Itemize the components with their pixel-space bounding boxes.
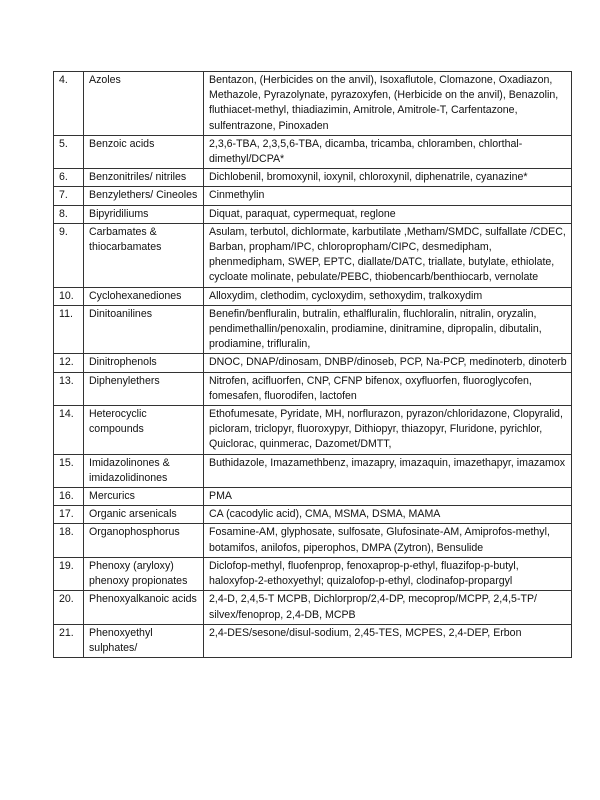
herbicide-list-cell: Fosamine-AM, glyphosate, sulfosate, Glufosinate-AM, Amiprofos-methyl, botamifos, anilofos, piperophos, DMPA (Zytron), Bensulide [204,524,572,557]
herbicide-class-cell: Dinitoanilines [84,305,204,354]
row-number-cell: 7. [54,187,84,205]
row-number-cell: 9. [54,223,84,287]
herbicide-list-cell: Cinmethylin [204,187,572,205]
row-number-cell: 16. [54,488,84,506]
herbicide-class-cell: Diphenylethers [84,372,204,405]
table-row [54,488,572,506]
herbicide-list-cell: Diquat, paraquat, cypermequat, reglone [204,205,572,223]
herbicide-class-cell: Mercurics [84,488,204,506]
row-number-cell: 10. [54,287,84,305]
herbicide-class-cell: Benzylethers/ Cineoles [84,187,204,205]
herbicide-class-cell: Phenoxyalkanoic acids [84,591,204,624]
herbicide-class-cell: Organic arsenicals [84,506,204,524]
herbicide-list-cell: Diclofop-methyl, fluofenprop, fenoxaprop-p-ethyl, fluazifop-p-butyl, haloxyfop-2-ethoxyethyl; quizalofop-p-ethyl, clodinafop-propargyl [204,557,572,590]
herbicide-class-cell: Benzonitriles/ nitriles [84,169,204,187]
herbicide-list-cell: Alloxydim, clethodim, cycloxydim, sethoxydim, tralkoxydim [204,287,572,305]
herbicide-classification-table [53,71,572,658]
herbicide-class-cell: Carbamates & thiocarbamates [84,223,204,287]
herbicide-list-cell: DNOC, DNAP/dinosam, DNBP/dinoseb, PCP, Na-PCP, medinoterb, dinoterb [204,354,572,372]
table-row [54,624,572,657]
herbicide-class-cell: Azoles [84,72,204,136]
row-number-cell: 6. [54,169,84,187]
row-number-cell: 11. [54,305,84,354]
row-number-cell: 5. [54,135,84,168]
row-number-cell: 8. [54,205,84,223]
row-number-cell: 12. [54,354,84,372]
herbicide-list-cell: Dichlobenil, bromoxynil, ioxynil, chloroxynil, diphenatrile, cyanazine* [204,169,572,187]
table-row [54,454,572,487]
herbicide-list-cell: Nitrofen, acifluorfen, CNP, CFNP bifenox, oxyfluorfen, fluoroglycofen, fomesafen, fluorodifen, lactofen [204,372,572,405]
herbicide-list-cell: Benefin/benfluralin, butralin, ethalfluralin, fluchloralin, nitralin, oryzalin, pendimethallin/penoxalin, prodiamine, dinitramine, dipropalin, dibutalin, prodiamine, trifluralin, [204,305,572,354]
herbicide-list-cell: 2,4-DES/sesone/disul-sodium, 2,45-TES, MCPES, 2,4-DEP, Erbon [204,624,572,657]
table-row [54,205,572,223]
row-number-cell: 18. [54,524,84,557]
table-row [54,591,572,624]
herbicide-class-cell: Phenoxyethyl sulphates/ [84,624,204,657]
row-number-cell: 13. [54,372,84,405]
table-row [54,557,572,590]
row-number-cell: 4. [54,72,84,136]
table-row [54,305,572,354]
herbicide-class-cell: Organophosphorus [84,524,204,557]
herbicide-class-cell: Dinitrophenols [84,354,204,372]
row-number-cell: 14. [54,406,84,455]
table-row [54,406,572,455]
herbicide-list-cell: Buthidazole, Imazamethbenz, imazapry, imazaquin, imazethapyr, imazamox [204,454,572,487]
herbicide-class-cell: Phenoxy (aryloxy) phenoxy propionates [84,557,204,590]
table-row [54,135,572,168]
row-number-cell: 20. [54,591,84,624]
row-number-cell: 17. [54,506,84,524]
herbicide-list-cell: 2,4-D, 2,4,5-T MCPB, Dichlorprop/2,4-DP, mecoprop/MCPP, 2,4,5-TP/ silvex/fenoprop, 2,4-DB, MCPB [204,591,572,624]
herbicide-list-cell: Bentazon, (Herbicides on the anvil), Isoxaflutole, Clomazone, Oxadiazon, Methazole, Pyrazolynate, pyrazoxyfen, (Herbicide on the anvil), Benazolin, fluthiacet-methyl, thiadiazimin, Amitrole, Amitrole-T, Carfentazone, sulfentrazone, Pinoxaden [204,72,572,136]
table-row [54,169,572,187]
table-row [54,506,572,524]
table-row [54,354,572,372]
herbicide-list-cell: 2,3,6-TBA, 2,3,5,6-TBA, dicamba, tricamba, chloramben, chlorthal-dimethyl/DCPA* [204,135,572,168]
table-row [54,187,572,205]
table-row [54,524,572,557]
row-number-cell: 15. [54,454,84,487]
herbicide-class-cell: Imidazolinones & imidazolidinones [84,454,204,487]
table-body [54,72,572,658]
herbicide-list-cell: Asulam, terbutol, dichlormate, karbutilate ,Metham/SMDC, sulfallate /CDEC, Barban, propham/IPC, chloropropham/CIPC, desmedipham, phenmedipham, SWEP, EPTC, diallate/DATC, triallate, butylate, ethiolate, cycloate molinate, pebulate/PEBC, thiobencarb/benthiocarb, vernolate [204,223,572,287]
herbicide-list-cell: CA (cacodylic acid), CMA, MSMA, DSMA, MAMA [204,506,572,524]
herbicide-class-cell: Bipyridiliums [84,205,204,223]
table-row [54,223,572,287]
herbicide-list-cell: Ethofumesate, Pyridate, MH, norflurazon, pyrazon/chloridazone, Clopyralid, picloram, triclopyr, fluoroxypyr, Dithiopyr, thiazopyr, Fluridone, pyrichlor, Quiclorac, quinmerac, Dazomet/DMTT, [204,406,572,455]
table-row [54,72,572,136]
herbicide-class-cell: Heterocyclic compounds [84,406,204,455]
herbicide-class-cell: Benzoic acids [84,135,204,168]
table-row [54,287,572,305]
table-row [54,372,572,405]
herbicide-class-cell: Cyclohexanediones [84,287,204,305]
row-number-cell: 21. [54,624,84,657]
herbicide-list-cell: PMA [204,488,572,506]
row-number-cell: 19. [54,557,84,590]
